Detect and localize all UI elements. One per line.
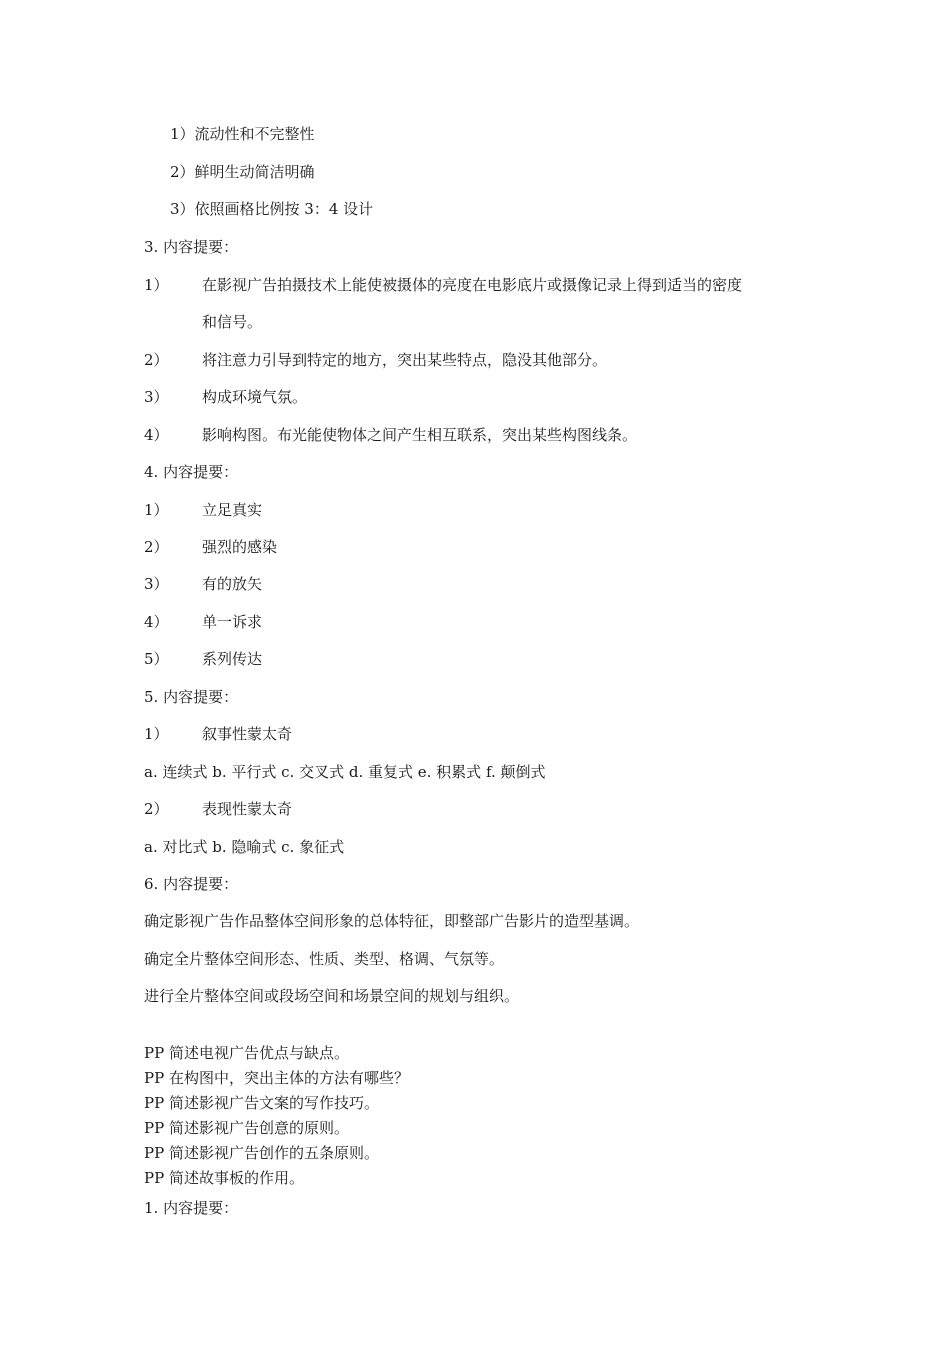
question-item: PP 简述影视广告文案的写作技巧。 [144,1094,379,1112]
item-text: 立足真实 [202,501,263,519]
item-text: 有的放矢 [202,575,263,593]
item-text: 单一诉求 [202,613,263,631]
sub-item-list: a. 对比式 b. 隐喻式 c. 象征式 [144,838,345,856]
question-item: PP 简述影视广告创作的五条原则。 [144,1144,379,1162]
item-number: 3） [144,388,169,406]
paragraph: 进行全片整体空间或段场空间和场景空间的规划与组织。 [144,987,520,1005]
list-item: 1）流动性和不完整性 [170,125,315,143]
section-heading: 3. 内容提要： [144,238,239,256]
item-number: 2） [144,351,169,369]
question-item: PP 简述电视广告优点与缺点。 [144,1044,349,1062]
item-number: 1） [144,725,169,743]
item-text: 强烈的感染 [202,538,278,556]
list-item: 3）依照画格比例按 3：4 设计 [170,200,374,218]
item-number: 1） [144,276,169,294]
item-number: 1） [144,501,169,519]
item-text: 系列传达 [202,650,263,668]
sub-item-list: a. 连续式 b. 平行式 c. 交叉式 d. 重复式 e. 积累式 f. 颠倒式 [144,763,546,781]
paragraph: 确定全片整体空间形态、性质、类型、格调、气氛等。 [144,950,505,968]
item-text: 叙事性蒙太奇 [202,725,293,743]
list-item: 2）鲜明生动简洁明确 [170,163,315,181]
item-text: 表现性蒙太奇 [202,800,293,818]
item-text: 将注意力引导到特定的地方，突出某些特点，隐没其他部分。 [202,351,608,369]
section-heading: 4. 内容提要： [144,463,239,481]
item-text: 构成环境气氛。 [202,388,308,406]
section-heading: 1. 内容提要： [144,1199,239,1217]
question-item: PP 简述影视广告创意的原则。 [144,1119,349,1137]
question-item: PP 在构图中，突出主体的方法有哪些？ [144,1069,409,1087]
question-item: PP 简述故事板的作用。 [144,1169,304,1187]
section-heading: 5. 内容提要： [144,688,239,706]
item-number: 2） [144,538,169,556]
paragraph: 确定影视广告作品整体空间形象的总体特征，即整部广告影片的造型基调。 [144,912,640,930]
item-number: 2） [144,800,169,818]
item-number: 4） [144,426,169,444]
item-number: 5） [144,650,169,668]
item-number: 4） [144,613,169,631]
item-text: 在影视广告拍摄技术上能使被摄体的亮度在电影底片或摄像记录上得到适当的密度 [202,276,743,294]
item-number: 3） [144,575,169,593]
item-text-continuation: 和信号。 [202,313,263,331]
item-text: 影响构图。布光能使物体之间产生相互联系，突出某些构图线条。 [202,426,638,444]
section-heading: 6. 内容提要： [144,875,239,893]
